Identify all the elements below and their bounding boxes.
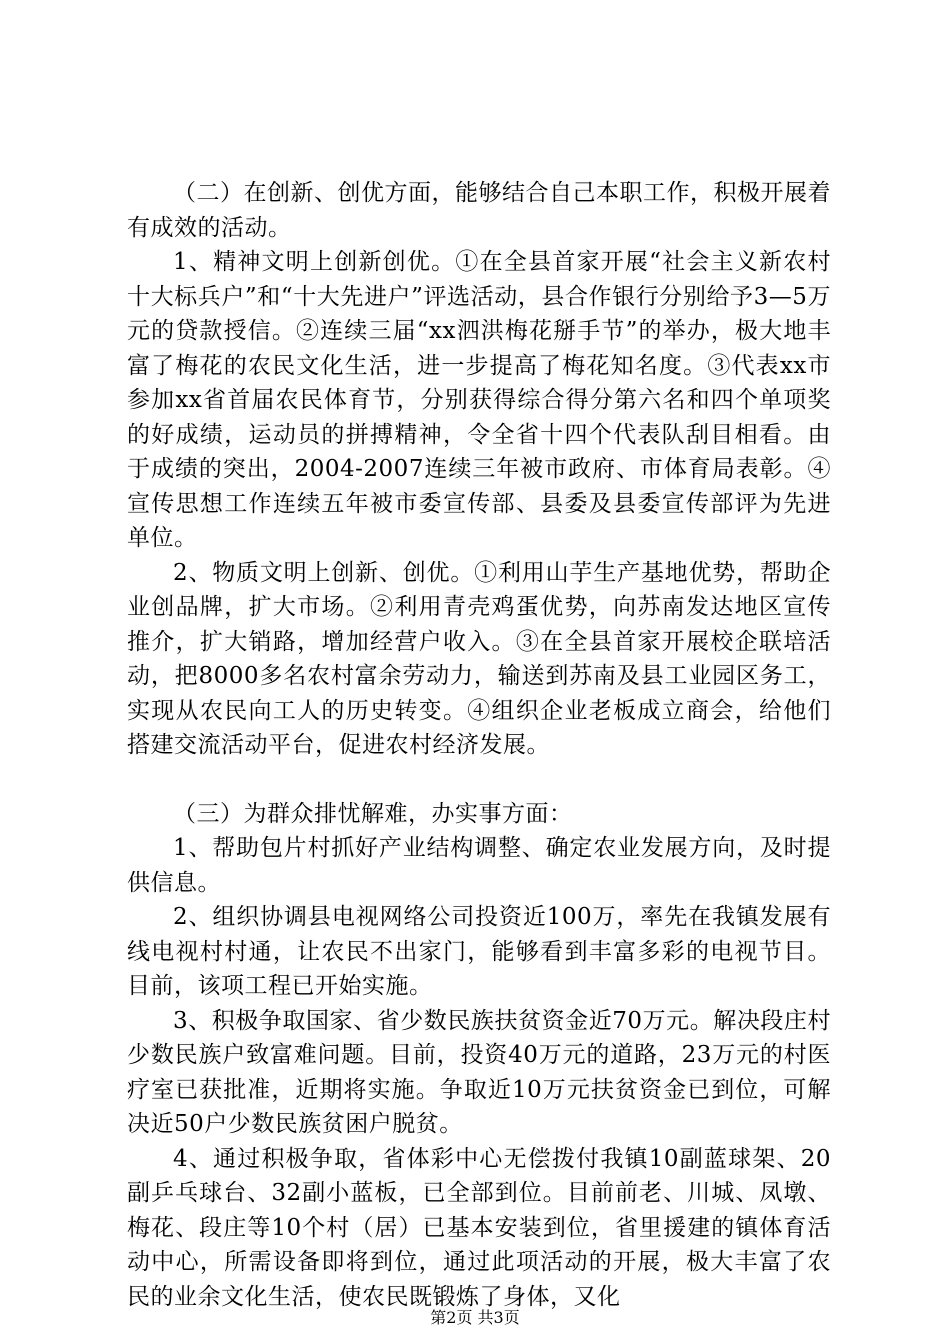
section-heading-innovation: （二）在创新、创优方面，能够结合自己本职工作，积极开展着有成效的活动。 (127, 180, 831, 241)
paragraph-material-civilization: 2、物质文明上创新、创优。①利用山芋生产基地优势，帮助企业创品牌，扩大市场。②利用青壳鸡蛋优势，向苏南发达地区宣传推介，扩大销路，增加经营户收入。③在全县首家开展校企联培活动，把8000多名农村富余劳动力，输送到苏南及县工业园区务工，实现从农民向工人的历史转变。④组织企业老板成立商会，给他们搭建交流活动平台，促进农村经济发展。 (127, 559, 831, 758)
page-number-label: 第2页 共3页 (430, 1308, 520, 1327)
page-footer (0, 1308, 950, 1328)
paragraph-sports-equipment: 4、通过积极争取，省体彩中心无偿拨付我镇10副蓝球架、20副乒乓球台、32副小蓝板，已全部到位。目前前老、川城、凤墩、梅花、段庄等10个村（居）已基本安装到位，省里援建的镇体育活动中心，所需设备即将到位，通过此项活动的开展，极大丰富了农民的业余文化生活，使农民既锻炼了身体，又化 (127, 1145, 831, 1310)
paragraph-cable-tv: 2、组织协调县电视网络公司投资近100万，率先在我镇发展有线电视村村通，让农民不出家门，能够看到丰富多彩的电视节目。目前，该项工程已开始实施。 (127, 904, 831, 999)
paragraph-industry-structure: 1、帮助包片村抓好产业结构调整、确定农业发展方向，及时提供信息。 (127, 835, 831, 896)
paragraph-gap (127, 763, 831, 797)
section-heading-practical-affairs: （三）为群众排忧解难，办实事方面： (173, 800, 573, 827)
paragraph-poverty-funds: 3、积极争取国家、省少数民族扶贫资金近70万元。解决段庄村少数民族户致富难问题。目前，投资40万元的道路，23万元的村医疗室已获批准，近期将实施。争取近10万元扶贫资金已到位，可解决近50户少数民族贫困户脱贫。 (127, 1007, 831, 1137)
paragraph-spiritual-civilization: 1、精神文明上创新创优。①在全县首家开展“社会主义新农村十大标兵户”和“十大先进户”评选活动，县合作银行分别给予3—5万元的贷款授信。②连续三届“xx泗洪梅花掰手节”的举办，极大地丰富了梅花的农民文化生活，进一步提高了梅花知名度。③代表xx市参加xx省首届农民体育节，分别获得综合得分第六名和四个单项奖的好成绩，运动员的拼搏精神，令全省十四个代表队刮目相看。由于成绩的突出，2004-2007连续三年被市政府、市体育局表彰。④宣传思想工作连续五年被市委宣传部、县委及县委宣传部评为先进单位。 (127, 249, 831, 551)
document-body (127, 176, 831, 1314)
